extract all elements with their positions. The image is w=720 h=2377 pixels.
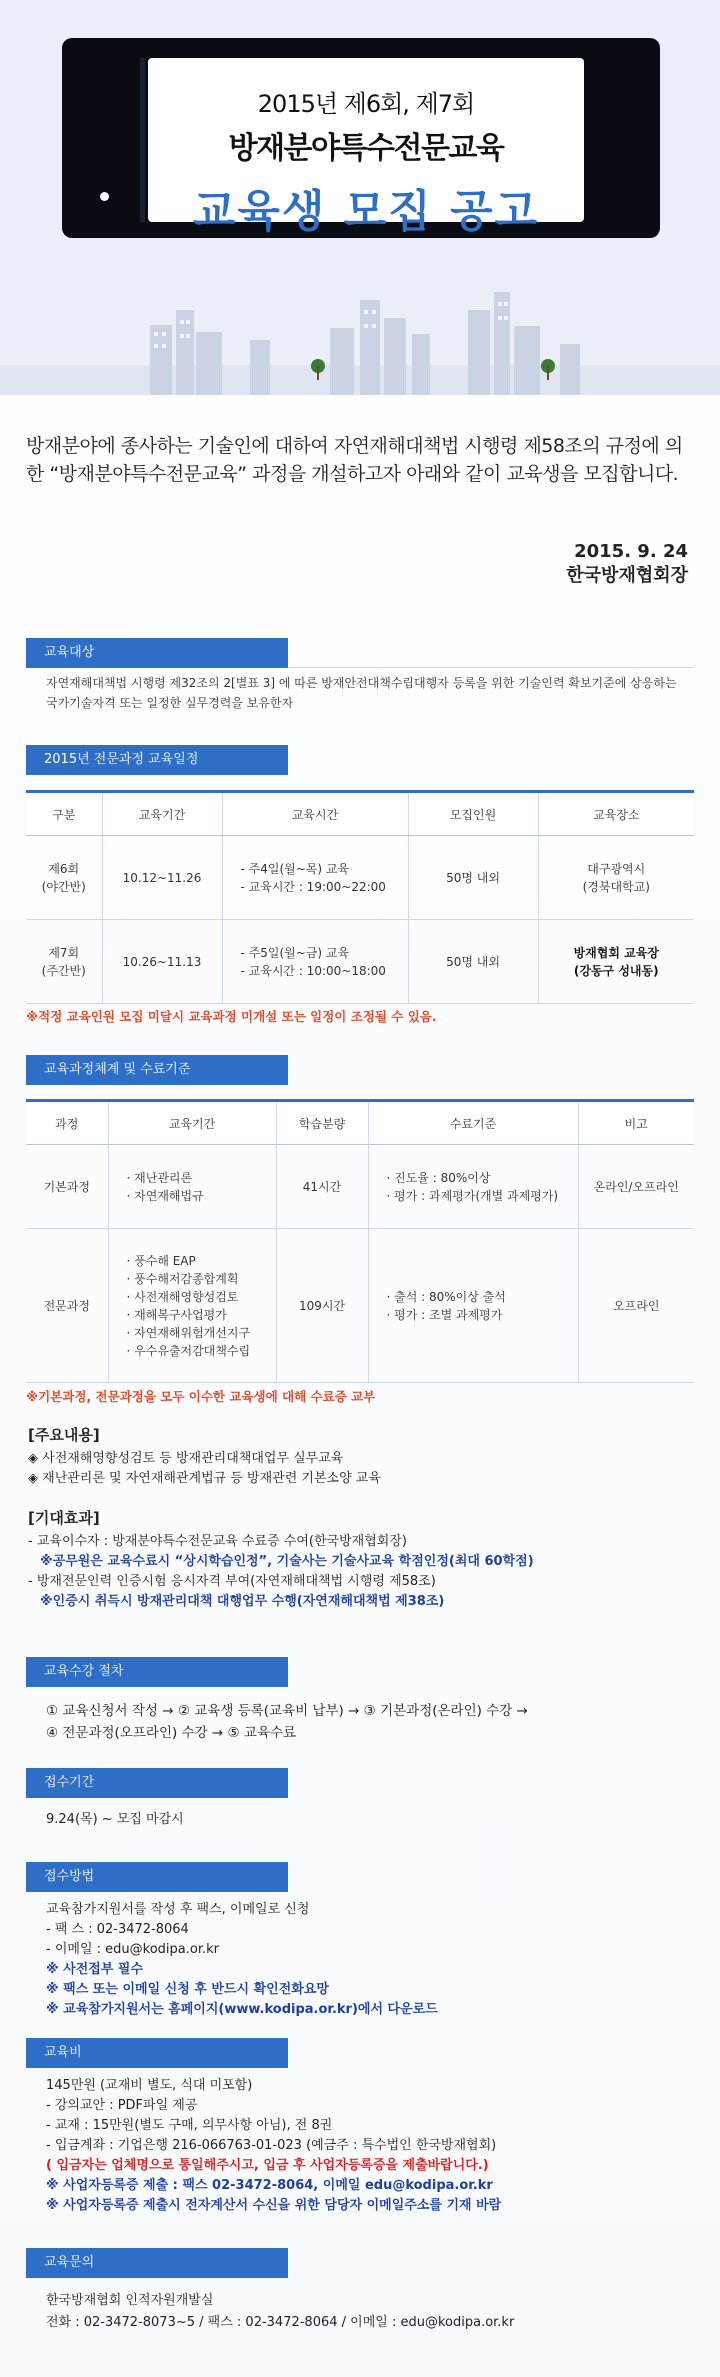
table-header: 과정: [26, 1101, 108, 1145]
cell-note: 오프라인: [578, 1229, 694, 1383]
cell-sub: (야간반): [41, 879, 86, 894]
schedule-table: [26, 790, 694, 1004]
section-header-inquiry: 교육문의: [26, 2248, 288, 2278]
cell-item: · 자연재해법규: [126, 1188, 204, 1203]
inquiry-block: [46, 2290, 706, 2334]
fee-block: [46, 2076, 706, 2216]
cell-place-detail: (강동구 성내동): [573, 963, 659, 978]
effects-note: ※인증시 취득시 방재관리대책 대행업무 수행(자연재해대책법 제38조): [40, 1594, 445, 1609]
table-header: 교육장소: [538, 792, 694, 836]
cell-name: 제7회: [48, 945, 80, 960]
cell-item: · 자연재해위험개선지구: [126, 1325, 251, 1340]
issue-date-block: [566, 540, 688, 588]
cell-count: 50명 내외: [408, 920, 538, 1004]
contents-item: ◈ 사전재해영향성검토 등 방재관리대책대업무 실무교육: [28, 1451, 344, 1466]
period-text: 9.24(목) ~ 모집 마감시: [46, 1812, 184, 1827]
effects-title: [기대효과]: [28, 1509, 100, 1527]
table-header: 교육기간: [102, 792, 222, 836]
inquiry-contact: 전화 : 02-3472-8073~5 / 팩스 : 02-3472-8064 / 이메일 : edu@kodipa.or.kr: [46, 2315, 515, 2330]
cell-period: 10.26~11.13: [102, 920, 222, 1004]
fee-account: - 입금계좌 : 기업은행 216-066763-01-023 (예금주 : 특수법인 한국방재협회): [46, 2138, 497, 2153]
cell-place: 대구광역시: [587, 861, 646, 876]
method-note: ※ 교육참가지원서는 홈페이지(www.kodipa.or.kr)에서 다운로드: [46, 2002, 438, 2017]
cell-item: · 풍수해저감종합계획: [126, 1271, 239, 1286]
cell-time: - 교육시간 : 19:00~22:00: [240, 879, 386, 894]
section-header-period: 접수기간: [26, 1768, 288, 1798]
method-line: 교육참가지원서를 작성 후 팩스, 이메일로 신청: [46, 1902, 310, 1917]
main-contents: [28, 1425, 688, 1489]
table-header: 비고: [578, 1101, 694, 1145]
cell-place-detail: (경북대학교): [582, 879, 650, 894]
phone-button-icon: [100, 192, 109, 201]
effects-note: ※공무원은 교육수료시 “상시학습인정”, 기술사는 기술사교육 학점인정(최대 60학점): [40, 1554, 534, 1569]
fee-line: - 교재 : 15만원(별도 구매, 의무사항 아님), 전 8권: [46, 2118, 333, 2133]
effects-line: - 방재전문인력 인증시험 응시자격 부여(자연재해대책법 시행령 제58조): [28, 1574, 436, 1589]
method-note: ※ 사전접부 필수: [46, 1962, 144, 1977]
contents-item: ◈ 재난관리론 및 자연재해관계법규 등 방재관련 기본소양 교육: [28, 1471, 381, 1486]
cell-amount: 41시간: [276, 1145, 368, 1229]
section-header-method: 접수방법: [26, 1862, 288, 1892]
section-header-fee: 교육비: [26, 2038, 288, 2068]
fee-note: ※ 사업자등록증 제출 : 팩스 02-3472-8064, 이메일 edu@kodipa.or.kr: [46, 2178, 493, 2193]
cell-criteria: · 평가 : 과제평가(개별 과제평가): [386, 1188, 559, 1203]
section-header-system: 교육과정체계 및 수료기준: [26, 1055, 288, 1085]
header-banner: [0, 0, 720, 395]
procedure-line: ① 교육신청서 작성 → ② 교육생 등록(교육비 납부) → ③ 기본과정(온라인) 수강 →: [46, 1703, 528, 1719]
phone-edge: [140, 58, 145, 222]
page-title: 교육생 모집 공고: [192, 186, 540, 237]
table-row: [26, 1229, 694, 1383]
procedure-line: ④ 전문과정(오프라인) 수강 → ⑤ 교육수료: [46, 1725, 297, 1741]
table-header: 수료기준: [368, 1101, 578, 1145]
method-email: - 이메일 : edu@kodipa.or.kr: [46, 1942, 219, 1957]
method-fax: - 팩 스 : 02-3472-8064: [46, 1922, 189, 1937]
section-header-procedure: 교육수강 절차: [26, 1657, 288, 1687]
cell-course: 기본과정: [26, 1145, 108, 1229]
procedure-steps: [46, 1700, 706, 1744]
table-row: [26, 836, 694, 920]
effects-line: - 교육이수자 : 방재분야특수전문교육 수료증 수여(한국방재협회장): [28, 1534, 407, 1549]
table-header: 교육시간: [222, 792, 408, 836]
table-header: 교육기간: [108, 1101, 276, 1145]
cell-criteria: · 출석 : 80%이상 출석: [386, 1289, 506, 1304]
title-line-2: 방재분야특수전문교육: [228, 131, 504, 166]
cell-item: · 우수유출저감대책수립: [126, 1343, 251, 1358]
intro-paragraph: 방재분야에 종사하는 기술인에 대하여 자연재해대책법 시행령 제58조의 규정에 의한 “방재분야특수전문교육” 과정을 개설하고자 아래와 같이 교육생을 모집합니다.: [26, 435, 683, 485]
fee-line: 145만원 (교재비 별도, 식대 미포함): [46, 2078, 253, 2093]
cell-count: 50명 내외: [408, 836, 538, 920]
cell-criteria: · 평가 : 조별 과제평가: [386, 1307, 503, 1322]
target-text: 자연재해대책법 시행령 제32조의 2[별표 3] 에 따른 방재안전대책수립대행자 등록을 위한 기술인력 확보기준에 상응하는 국가기술자격 또는 일정한 실무경력을 보유한자: [46, 676, 677, 710]
cell-time: - 교육시간 : 10:00~18:00: [240, 963, 386, 978]
fee-note: ( 입금자는 업체명으로 통일해주시고, 입금 후 사업자등록증을 제출바랍니다.): [46, 2158, 489, 2173]
cell-item: · 사전재해영향성검토: [126, 1289, 239, 1304]
issue-date: 2015. 9. 24: [574, 541, 688, 562]
cell-note: 온라인/오프라인: [578, 1145, 694, 1229]
title-card: [148, 58, 584, 237]
cell-place: 방재협회 교육장: [573, 945, 659, 960]
section-header-schedule: 2015년 전문과정 교육일정: [26, 745, 288, 775]
table-header: 모집인원: [408, 792, 538, 836]
cell-sub: (주간반): [41, 963, 86, 978]
cell-item: · 재난관리론: [126, 1170, 193, 1185]
method-note: ※ 팩스 또는 이메일 신청 후 반드시 확인전화요망: [46, 1982, 329, 1997]
contents-title: [주요내용]: [28, 1426, 100, 1444]
cell-item: · 재해복구사업평가: [126, 1307, 227, 1322]
issuer: 한국방재협회장: [566, 565, 688, 586]
table-row: [26, 1145, 694, 1229]
inquiry-dept: 한국방재협회 인적자원개발실: [46, 2293, 214, 2308]
cell-days: - 주5일(월~금) 교육: [240, 945, 350, 960]
cell-days: - 주4일(월~목) 교육: [240, 861, 350, 876]
section-header-target: 교육대상: [26, 638, 288, 668]
city-skyline-illustration: [0, 270, 720, 395]
table-header: 구분: [26, 792, 102, 836]
title-line-1: 2015년 제6회, 제7회: [257, 90, 475, 118]
expected-effects: [28, 1508, 688, 1612]
cell-item: · 풍수해 EAP: [126, 1253, 196, 1268]
cell-course: 전문과정: [26, 1229, 108, 1383]
cell-name: 제6회: [48, 861, 80, 876]
curriculum-table: [26, 1099, 694, 1383]
fee-line: - 강의교안 : PDF파일 제공: [46, 2098, 198, 2113]
table-header: 학습분량: [276, 1101, 368, 1145]
schedule-note: ※적정 교육인원 모집 미달시 교육과정 미개설 또는 일정이 조정될 수 있음.: [26, 1009, 437, 1024]
method-block: [46, 1900, 706, 2020]
curriculum-note: ※기본과정, 전문과정을 모두 이수한 교육생에 대해 수료증 교부: [26, 1389, 376, 1404]
cell-period: 10.12~11.26: [102, 836, 222, 920]
fee-note: ※ 사업자등록증 제출시 전자계산서 수신을 위한 담당자 이메일주소를 기재 바람: [46, 2198, 502, 2213]
cell-amount: 109시간: [276, 1229, 368, 1383]
table-row: [26, 920, 694, 1004]
cell-criteria: · 진도율 : 80%이상: [386, 1170, 491, 1185]
